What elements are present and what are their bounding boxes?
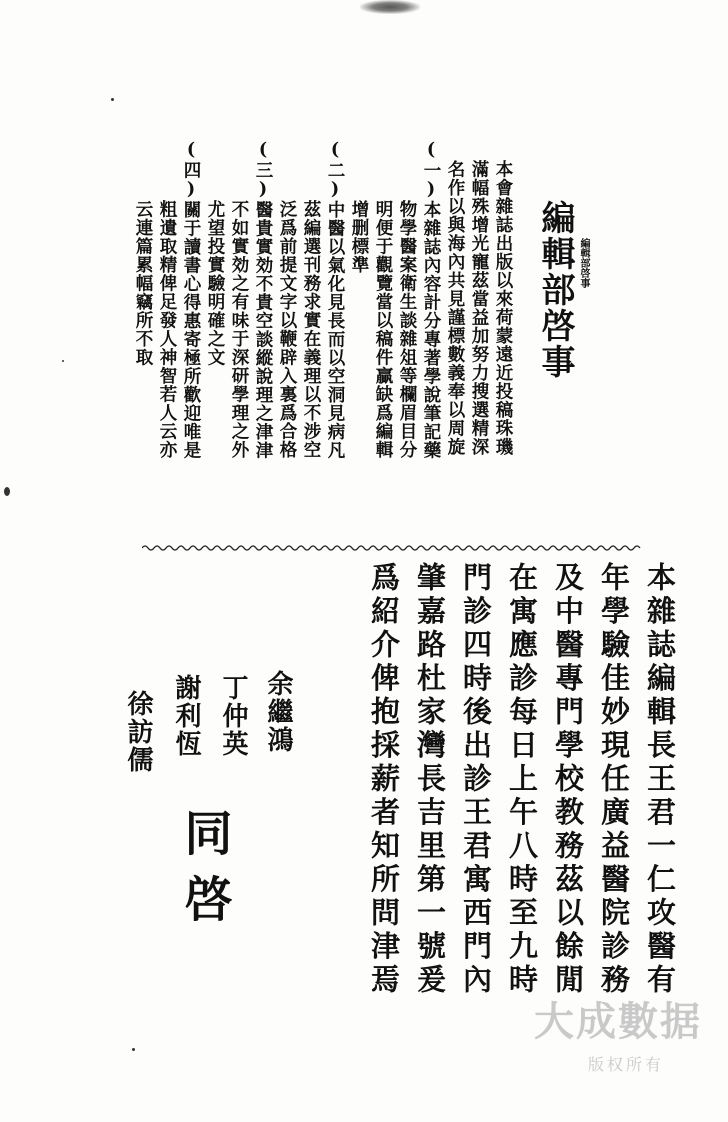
- announcement-line: 肇嘉路杜家灣長吉里第一號爰: [413, 562, 447, 998]
- notice-line: 泛爲前提文字以鞭辟入裏爲合格: [277, 200, 297, 459]
- notice-line: 不如實効之有味于深研學理之外: [229, 200, 249, 459]
- announcement-line: 在寓應診每日上午八時至九時: [505, 562, 539, 998]
- scan-speck: [4, 487, 10, 496]
- page-title: 編輯部啓事: [535, 200, 575, 380]
- signatory-name: 謝利恆: [171, 674, 201, 758]
- notice-line: 滿幅殊增光寵茲當益加努力搜選精深: [469, 160, 489, 456]
- running-header: 編輯部啓事: [578, 238, 589, 288]
- watermark-logo: 大成數据: [534, 999, 702, 1045]
- scan-speck: [62, 360, 64, 362]
- announcement-line: 及中醫專門學校教務茲以餘閒: [551, 562, 585, 998]
- notice-line: 名作以與海內共見謹標數義奉以周旋: [445, 160, 465, 456]
- notice-line: 增删標準: [349, 200, 369, 274]
- notice-line: 明便于觀覽當以稿件贏缺爲編輯: [373, 200, 393, 459]
- notice-line: 本會雜誌出版以來荷蒙遠近投稿珠璣: [493, 160, 513, 456]
- notice-item-1: (一)本雜誌內容計分專著學說筆記藥: [421, 140, 441, 460]
- signatory-name: 余繼鴻: [263, 670, 293, 754]
- wavy-divider: [142, 544, 644, 552]
- notice-line: 茲編選刊務求實在義理以不涉空: [301, 200, 321, 459]
- notice-item-4: (四)關于讀書心得惠寄極所歡迎唯是: [181, 140, 201, 460]
- signatory-name: 徐訪儒: [123, 690, 153, 774]
- notice-line: 尤望投實驗明確之文: [205, 200, 225, 367]
- closing-signature: 同啓: [176, 808, 232, 940]
- announcement-line: 爲紹介俾抱採薪者知所問津焉: [367, 562, 401, 998]
- notice-item-2: (二)中醫以氣化見長而以空洞見病凡: [325, 140, 345, 460]
- notice-line: 云連篇累幅竊所不取: [133, 200, 153, 367]
- scan-speck: [132, 1048, 135, 1051]
- notice-item-3: (三)醫貴實効不貴空談縱說理之津津: [253, 140, 273, 460]
- scan-speck: [111, 98, 114, 101]
- announcement-line: 門診四時後出診王君寓西門內: [459, 562, 493, 998]
- watermark-copyright: 版权所有: [588, 1055, 665, 1074]
- announcement-line: 本雜誌編輯長王君一仁攻醫有: [643, 562, 677, 998]
- signatory-name: 丁仲英: [218, 674, 248, 758]
- notice-line: 粗遺取精俾足發人神智若人云亦: [157, 200, 177, 459]
- announcement-line: 年學驗佳妙現任廣益醫院診務: [597, 562, 631, 998]
- notice-line: 物學醫案衛生談雜俎等欄眉目分: [397, 200, 417, 459]
- scan-blot: [360, 0, 420, 14]
